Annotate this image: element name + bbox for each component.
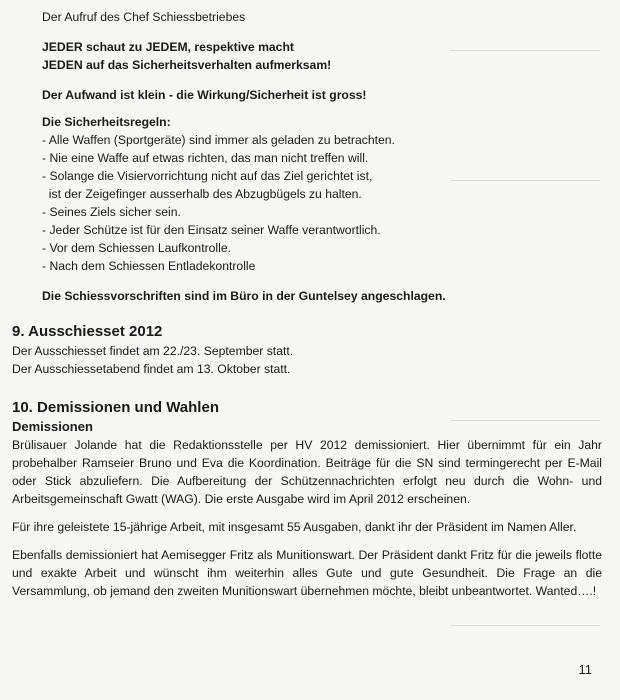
- rule-item: - Jeder Schütze ist für den Einsatz seiner Waffe verantwortlich.: [42, 223, 381, 237]
- rule-item: - Solange die Visiervorrichtung nicht auf das Ziel gerichtet ist,: [42, 169, 373, 183]
- paragraph: Brülisauer Jolande hat die Redaktionsstelle per HV 2012 demissioniert. Hier übernimmt für ein Jahr probehalber Ramseier Bruno und Eva die Koordination. Beiträge für die SN sind termingerecht per E-Mail oder Stick abzuliefern. Die Aufbereitung der Schützennachrichten erfolgt neu durch die Wohn- und Arbeitsgemeinschaft Gwatt (WAG). Die erste Ausgabe wird im April 2012 erscheinen.: [12, 438, 602, 506]
- call-line-2: JEDEN auf das Sicherheitsverhalten aufmerksam!: [42, 58, 332, 72]
- rule-item: - Nach dem Schiessen Entladekontrolle: [42, 259, 256, 273]
- intro-heading: Der Aufruf des Chef Schiessbetriebes: [42, 10, 246, 24]
- page-number: 11: [578, 662, 592, 677]
- bleed-through-line: [450, 625, 600, 626]
- section-9-line-1: Der Ausschiesset findet am 22./23. September statt.: [12, 344, 294, 358]
- section-9: [12, 322, 572, 378]
- safety-rules: [42, 113, 602, 275]
- rule-item: - Nie eine Waffe auf etwas richten, das man nicht treffen will.: [42, 151, 369, 165]
- paragraph: Ebenfalls demissioniert hat Aemisegger Fritz als Munitionswart. Der Präsident dankt Fritz für die jeweils flotte und exakte Arbeit und wünscht ihm weiterhin alles Gute und gute Gesundheit. Die Frage an die Versammlung, ob jemand den zweiten Munitionswart übernehmen möchte, bleibt unbeantwortet. Wanted….!: [12, 548, 602, 598]
- call-block: [42, 38, 602, 74]
- section-9-line-2: Der Ausschiessetabend findet am 13. Oktober statt.: [12, 362, 291, 376]
- intro-section: [42, 8, 602, 26]
- rule-item: - Alle Waffen (Sportgeräte) sind immer als geladen zu betrachten.: [42, 133, 395, 147]
- rules-list: [42, 131, 602, 275]
- rules-note-block: [42, 287, 602, 305]
- paragraph: Für ihre geleistete 15-jährige Arbeit, mit insgesamt 55 Ausgaben, dankt ihr der Präsident im Namen Aller.: [12, 520, 577, 534]
- call-line-1: JEDER schaut zu JEDEM, respektive macht: [42, 40, 294, 54]
- rules-note: Die Schiessvorschriften sind im Büro in der Guntelsey angeschlagen.: [42, 289, 446, 303]
- effort-statement: Der Aufwand ist klein - die Wirkung/Sicherheit ist gross!: [42, 88, 367, 102]
- section-9-title: 9. Ausschiesset 2012: [12, 323, 163, 340]
- section-10: [12, 398, 602, 600]
- effort-block: [42, 86, 602, 104]
- section-10-subtitle: Demissionen: [12, 419, 93, 434]
- rule-item: - Seines Ziels sicher sein.: [42, 205, 181, 219]
- rule-item: ist der Zeigefinger ausserhalb des Abzugbügels zu halten.: [42, 187, 362, 201]
- rules-title: Die Sicherheitsregeln:: [42, 115, 171, 129]
- section-10-title: 10. Demissionen und Wahlen: [12, 399, 219, 416]
- rule-item: - Vor dem Schiessen Laufkontrolle.: [42, 241, 232, 255]
